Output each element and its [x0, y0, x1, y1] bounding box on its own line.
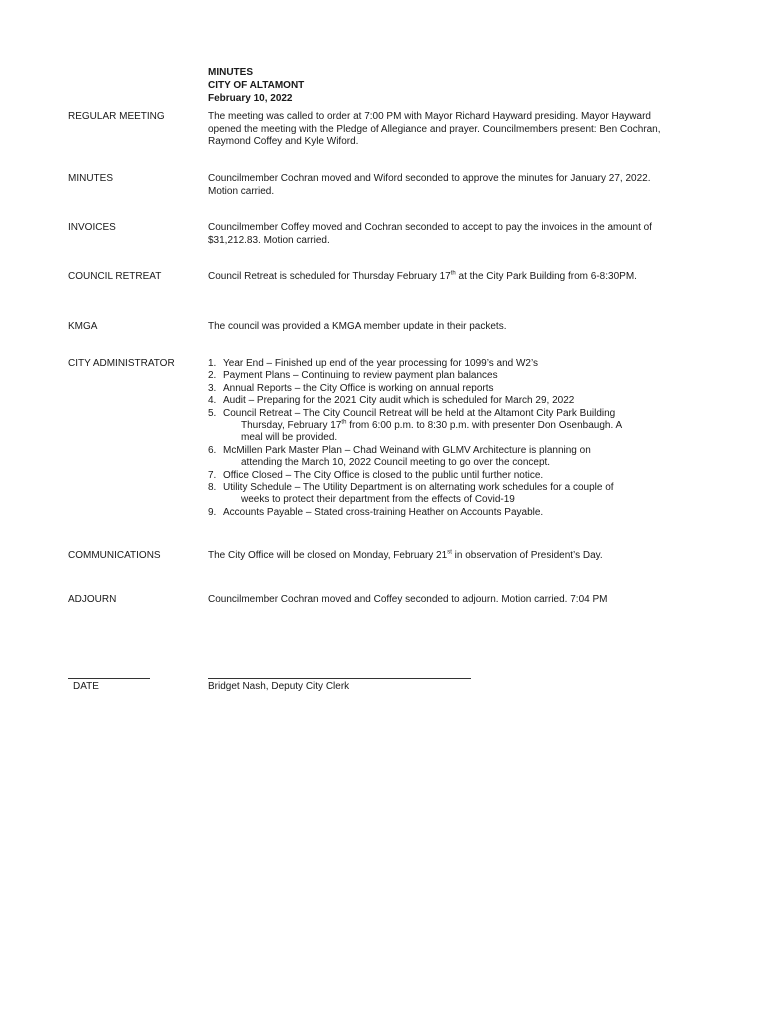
- section-label-kmga: KMGA: [68, 321, 98, 332]
- document-header: [208, 66, 304, 105]
- date-signature-line: [68, 678, 150, 679]
- section-label-invoices: INVOICES: [68, 222, 116, 233]
- header-title: MINUTES: [208, 67, 253, 78]
- header-city: CITY OF ALTAMONT: [208, 80, 305, 91]
- section-label-adjourn: ADJOURN: [68, 594, 117, 605]
- section-text-regular-meeting: The meeting was called to order at 7:00 PM with Mayor Richard Hayward presiding. Mayor Hayward opened the meeting with the Pledge of Allegiance and prayer. Councilmembers present: Ben Cochran, Raymond Coffey and Kyle Wiford.: [208, 111, 661, 147]
- city-administrator-list: [208, 358, 683, 519]
- section-label-city-administrator: CITY ADMINISTRATOR: [68, 358, 175, 369]
- list-item: 8. Utility Schedule – The Utility Department is on alternating work schedules for a couple of weeks to protect their department from the effects of Covid-19: [208, 482, 614, 506]
- section-text-invoices: Councilmember Coffey moved and Cochran seconded to accept to pay the invoices in the amount of $31,212.83. Motion carried.: [208, 222, 652, 246]
- section-text-adjourn: Councilmember Cochran moved and Coffey seconded to adjourn. Motion carried. 7:04 PM: [208, 594, 608, 605]
- section-text-kmga: The council was provided a KMGA member update in their packets.: [208, 321, 507, 332]
- clerk-signature-line: [208, 678, 471, 679]
- section-text-communications: The City Office will be closed on Monday, February 21st in observation of President’s Day.: [208, 549, 603, 561]
- section-label-communications: COMMUNICATIONS: [68, 550, 161, 561]
- list-item: 1. Year End – Finished up end of the year processing for 1099’s and W2’s: [208, 358, 539, 369]
- list-item: 4. Audit – Preparing for the 2021 City audit which is scheduled for March 29, 2022: [208, 395, 575, 407]
- list-item: 2. Payment Plans – Continuing to review payment plan balances: [208, 370, 498, 382]
- list-item: 6. McMillen Park Master Plan – Chad Weinand with GLMV Architecture is planning on attending the March 10, 2022 Council meeting to go over the concept.: [208, 444, 591, 469]
- header-date: February 10, 2022: [208, 93, 293, 104]
- list-item: 3. Annual Reports – the City Office is working on annual reports: [208, 382, 494, 394]
- list-item: 7. Office Closed – The City Office is closed to the public until further notice.: [208, 469, 544, 481]
- list-item: 5. Council Retreat – The City Council Retreat will be held at the Altamont City Park Building Thursday, February 17th from 6:00 p.m. to 8:30 p.m. with presenter Don Osenbaugh. A meal will be provided.: [208, 407, 623, 444]
- signer-name: Bridget Nash, Deputy City Clerk: [208, 681, 350, 692]
- date-label: DATE: [73, 681, 99, 692]
- section-text-minutes: Councilmember Cochran moved and Wiford seconded to approve the minutes for January 27, 2022. Motion carried.: [208, 173, 651, 197]
- section-label-regular-meeting: REGULAR MEETING: [68, 111, 165, 122]
- section-label-minutes: MINUTES: [68, 173, 113, 184]
- section-label-council-retreat: COUNCIL RETREAT: [68, 271, 162, 282]
- section-text-council-retreat: Council Retreat is scheduled for Thursday February 17th at the City Park Building from 6-8:30PM.: [208, 270, 637, 282]
- list-item: 9. Accounts Payable – Stated cross-training Heather on Accounts Payable.: [208, 506, 544, 518]
